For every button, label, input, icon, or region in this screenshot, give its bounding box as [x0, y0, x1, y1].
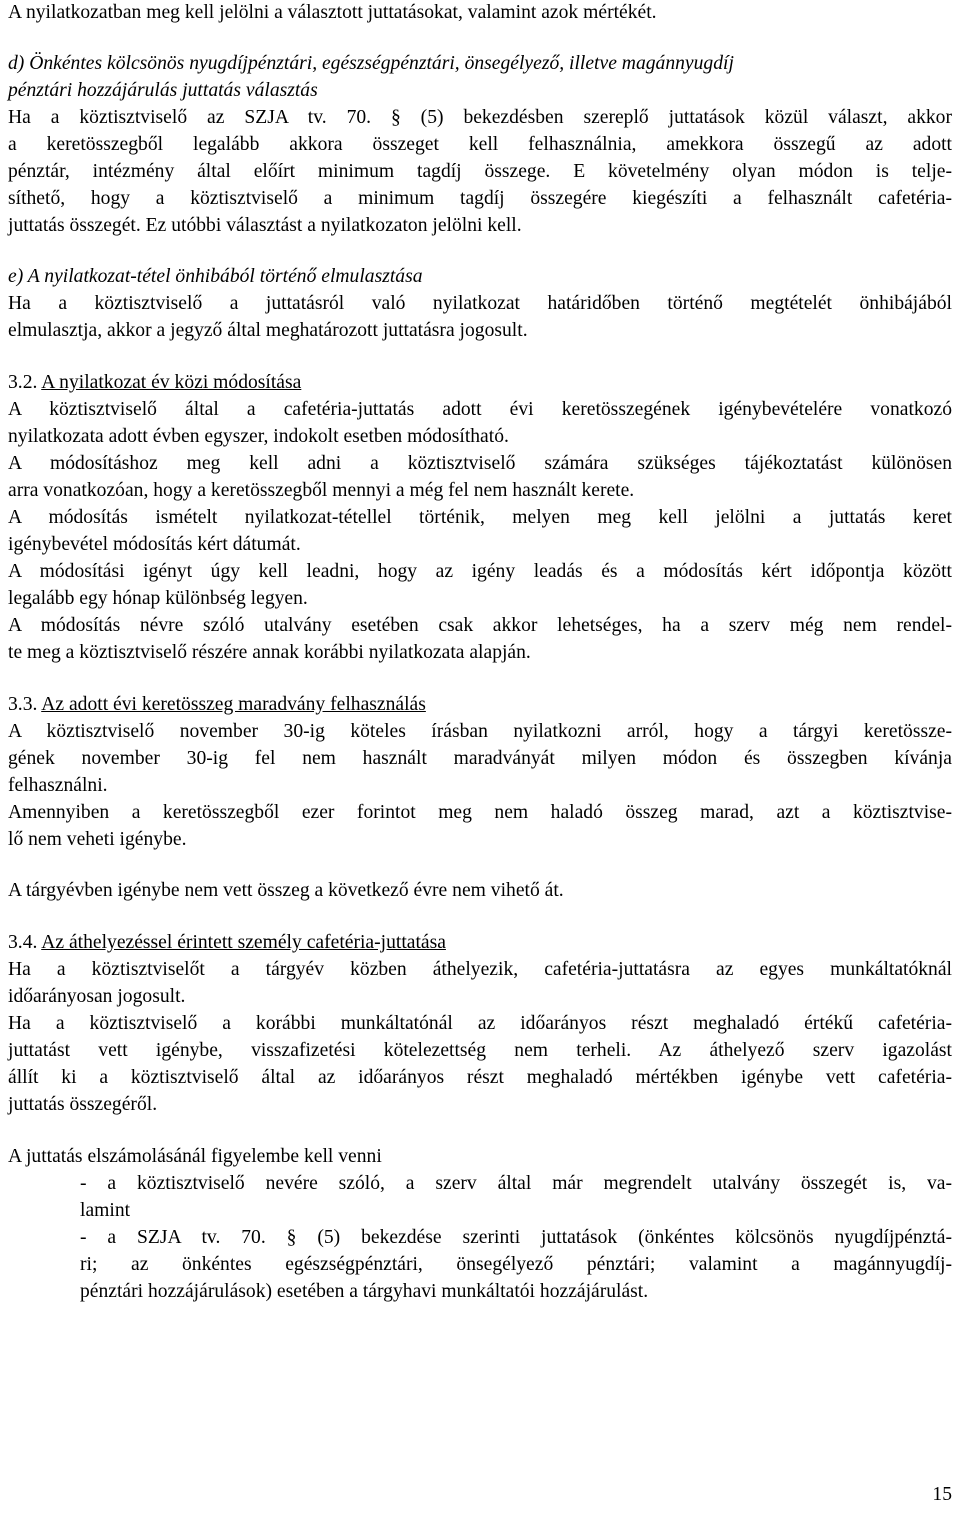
- paragraph-line: síthető, hogy a köztisztviselő a minimum tagdíj összegére kiegészíti a felhasznált cafetéria-: [8, 188, 952, 209]
- paragraph-line: A módosítás névre szóló utalvány esetében csak akkor lehetséges, ha a szerv még nem rendel-: [8, 615, 952, 636]
- paragraph-line: Ha a köztisztviselő az SZJA tv. 70. § (5) bekezdésben szereplő juttatások közül választ, akkor: [8, 107, 952, 128]
- section-number: 3.4.: [8, 932, 38, 953]
- section-title: Az adott évi keretösszeg maradvány felhasználás: [41, 694, 426, 715]
- list-item: - a SZJA tv. 70. § (5) bekezdése szerinti juttatások (önkéntes kölcsönös nyugdíjpénztá-: [80, 1227, 952, 1248]
- list-item-cont: ri; az önkéntes egészségpénztári, önsegélyező pénztári; valamint a magánnyugdíj-: [80, 1254, 952, 1275]
- section-number: 3.3.: [8, 694, 38, 715]
- paragraph-line: legalább egy hónap különbség legyen.: [8, 588, 308, 609]
- section-number: 3.2.: [8, 372, 38, 393]
- paragraph-line: állít ki a köztisztviselő által az időarányos részt meghaladó mértékben igénybe vett cafetéria-: [8, 1067, 952, 1088]
- page-number: 15: [932, 1484, 952, 1505]
- section-title: Az áthelyezéssel érintett személy cafetéria-juttatása: [41, 932, 446, 953]
- paragraph-line: A módosításhoz meg kell adni a köztisztviselő számára szükséges tájékoztatást különösen: [8, 453, 952, 474]
- section-heading-d: d) Önkéntes kölcsönös nyugdíjpénztári, egészségpénztári, önsegélyező, illetve magánnyugdíj: [8, 53, 734, 74]
- paragraph-line: lő nem veheti igénybe.: [8, 829, 187, 850]
- paragraph-line: A juttatás elszámolásánál figyelembe kell venni: [8, 1146, 382, 1167]
- paragraph-line: igénybevétel módosítás kért dátumát.: [8, 534, 301, 555]
- section-heading-3-2: [8, 370, 301, 397]
- section-heading-d-cont: pénztári hozzájárulás juttatás választás: [8, 80, 318, 101]
- paragraph-line: A módosítási igényt úgy kell leadni, hogy az igény leadás és a módosítás kért időpontja között: [8, 561, 952, 582]
- paragraph-line: juttatást vett igénybe, visszafizetési kötelezettség nem terheli. Az áthelyező szerv igazolást: [8, 1040, 952, 1061]
- paragraph-line: arra vonatkozóan, hogy a keretösszegből mennyi a még fel nem használt kerete.: [8, 480, 635, 501]
- list-item: - a köztisztviselő nevére szóló, a szerv által már megrendelt utalvány összegét is, va-: [80, 1173, 952, 1194]
- paragraph-line: elmulasztja, akkor a jegyző által meghatározott juttatásra jogosult.: [8, 320, 528, 341]
- paragraph-line: A köztisztviselő által a cafetéria-juttatás adott évi keretösszegének igénybevételére vonatkozó: [8, 399, 952, 420]
- paragraph-line: juttatás összegét. Ez utóbbi választást a nyilatkozaton jelölni kell.: [8, 215, 522, 236]
- paragraph-line: A tárgyévben igénybe nem vett összeg a következő évre nem vihető át.: [8, 880, 564, 901]
- paragraph-line: A módosítás ismételt nyilatkozat-tétellel történik, melyen meg kell jelölni a juttatás keret: [8, 507, 952, 528]
- list-item-cont: lamint: [80, 1200, 131, 1221]
- paragraph-line: Amennyiben a keretösszegből ezer forintot meg nem haladó összeg marad, azt a köztisztvise-: [8, 802, 952, 823]
- paragraph-line: nyilatkozata adott évben egyszer, indokolt esetben módosítható.: [8, 426, 509, 447]
- paragraph-line: felhasználni.: [8, 775, 108, 796]
- paragraph-line: pénztár, intézmény által előírt minimum tagdíj összege. E követelmény olyan módon is telje-: [8, 161, 952, 182]
- paragraph-line: A köztisztviselő november 30-ig köteles írásban nyilatkozni arról, hogy a tárgyi keretössze-: [8, 721, 952, 742]
- paragraph-line: Ha a köztisztviselőt a tárgyév közben áthelyezik, cafetéria-juttatásra az egyes munkáltatóknál: [8, 959, 952, 980]
- section-title: A nyilatkozat év közi módosítása: [41, 372, 302, 393]
- section-heading-3-4: [8, 930, 446, 957]
- paragraph-line: te meg a köztisztviselő részére annak korábbi nyilatkozata alapján.: [8, 642, 531, 663]
- paragraph-line: gének november 30-ig fel nem használt maradványát milyen módon és összegben kívánja: [8, 748, 952, 769]
- section-heading-e: e) A nyilatkozat-tétel önhibából történő elmulasztása: [8, 266, 423, 287]
- paragraph-line: Ha a köztisztviselő a juttatásról való nyilatkozat határidőben történő megtételét önhibájából: [8, 293, 952, 314]
- section-heading-3-3: [8, 692, 426, 719]
- paragraph-line: időarányosan jogosult.: [8, 986, 186, 1007]
- paragraph-line: Ha a köztisztviselő a korábbi munkáltatónál az időarányos részt meghaladó értékű cafetéria-: [8, 1013, 952, 1034]
- paragraph-line: A nyilatkozatban meg kell jelölni a választott juttatásokat, valamint azok mértékét.: [8, 2, 657, 23]
- paragraph-line: a keretösszegből legalább akkora összeget kell felhasználnia, amekkora összegű az adott: [8, 134, 952, 155]
- list-item-cont: pénztári hozzájárulások) esetében a tárgyhavi munkáltatói hozzájárulást.: [80, 1281, 649, 1302]
- paragraph-line: juttatás összegéről.: [8, 1094, 158, 1115]
